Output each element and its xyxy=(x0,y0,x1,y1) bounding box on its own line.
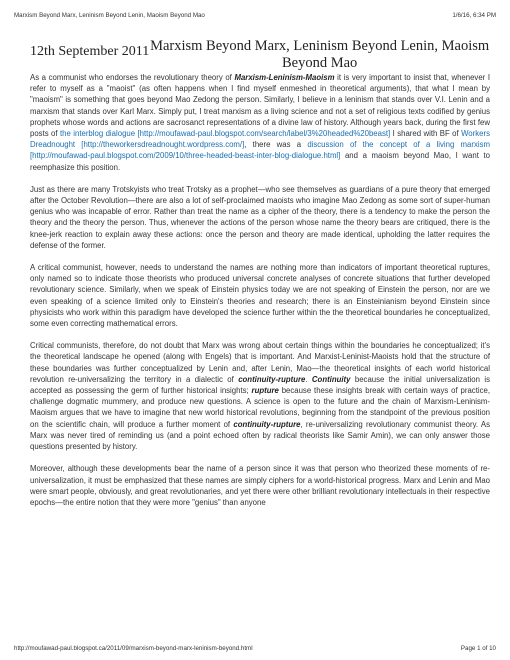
emphasis: continuity-rupture xyxy=(238,374,306,384)
paragraph-4 xyxy=(30,340,490,452)
header-title: Marxism Beyond Marx, Leninism Beyond Lenin, Maoism Beyond Mao xyxy=(14,12,205,19)
footer-url: http://moufawad-paul.blogspot.ca/2011/09/marxism-beyond-marx-leninism-beyond.html xyxy=(14,645,253,652)
paragraph-1 xyxy=(30,72,490,173)
header-timestamp: 1/6/16, 6:34 PM xyxy=(452,12,496,19)
text: , there was a xyxy=(244,140,308,150)
link-living-marxism[interactable]: discussion of the concept of a living marxism [http://moufawad-paul.blogspot.com/2009/10/three-headed-beast-inter-blog-dialogue.html] xyxy=(30,140,490,161)
emphasis: Continuity xyxy=(311,374,351,384)
print-footer xyxy=(14,645,496,652)
post-title: Marxism Beyond Marx, Leninism Beyond Lenin, Maoism Beyond Mao xyxy=(150,38,490,71)
text: , re-universalizing revolutionary communist theory. As Marx was never tired of reminding us (and a point echoed often by radical theorists like Samir Amin), we can only answer those questions presented by history. xyxy=(30,419,490,452)
text: . xyxy=(305,374,312,384)
text: because the initial universalization is accepted as possessing the germ of further historical insights; xyxy=(30,374,490,396)
paragraph-2: Just as there are many Trotskyists who treat Trotsky as a prophet—who see themselves as guardians of a pure theory that emerged after the October Revolution—there are also a lot of self-proclaimed maoists who imagine Mao Zedong as some sort of super-human genius who was incapable of error. Rather than treat the name as a cipher of the theory, there is a tendency to make the person the theory and the theory the person. Thus, whenever the actions of the person whose name the theory bears are critiqued, there is the knee-jerk reaction to explain away these actions: once the person and theory are made identical, upholding the latter requires the defense of the former. xyxy=(30,184,490,250)
text: As a communist who endorses the revolutionary theory of xyxy=(30,73,235,82)
text: it is very important to insist that, whenever I refer to myself as a "maoist" (as often happens when I find myself enmeshed in theoretical arguments), that what I mean by "maoism" is something that goes beyond Mao Zedong the person. Similarly, I believe in a leninism that stands over V.I. Lenin and a marxism that stands over Karl Marx. Simply put, I treat marxism as a living science and not a set of religious texts codified by genius prophets whose words and actions are sacrosanct representations of a divine law of history. Although years back, during the first few posts of xyxy=(30,73,491,139)
emphasis-mlm: Marxism-Leninism-Maoism xyxy=(234,73,335,82)
paragraph-5: Moreover, although these developments bear the name of a person since it was that person who theorized these moments of re-universalization, it must be emphasized that these names are simply ciphers for a world-historical progress. Marx and Lenin and Mao were smart people, obviously, and great revolutionaries, and yet there were other brilliant revolutionary intellectuals in their respective epochs—the entire notion that they were more "genius" than anyone xyxy=(30,464,490,507)
text: Critical communists, therefore, do not doubt that Marx was wrong about certain things within the boundaries he conceptualized; it's the theoretical landscape he opened (along with Engels) that is important. And Marxist-Leninist-Maoists hold that the structure of these boundaries was further conceptualized by Lenin and, after Lenin, Mao—the theoretical insights of each world historical revolution re-universalizing the territory in a dialectic of xyxy=(30,341,490,384)
link-interblog-dialogue[interactable]: the interblog dialogue [http://moufawad-paul.blogspot.com/search/label/3%20headed%20beast] xyxy=(60,129,391,139)
post-date: 12th September 2011 xyxy=(30,44,150,59)
emphasis: continuity-rupture xyxy=(233,419,301,429)
emphasis: rupture xyxy=(251,386,279,396)
print-header xyxy=(14,12,496,19)
text: and a maoism beyond Mao, I want to reemphasize this position. xyxy=(30,151,490,172)
post-title-bar xyxy=(30,38,490,72)
post-body xyxy=(30,72,490,519)
text: because these insights break with certain ways of practice, challenge dogmatic mummery, and produce new questions. A science is open to the future and the chain of Marxism-Leninism-Maoism argues that we have to imagine that new world historical revolutions, beginning from the standpoint of the previous position on the scientific chain, will produce a further moment of xyxy=(30,386,490,429)
text: I shared with BF of xyxy=(390,129,462,139)
page-number: Page 1 of 10 xyxy=(460,645,496,652)
paragraph-3: A critical communist, however, needs to understand the names are nothing more than indicators of important theoretical ruptures, only named so to indicate those theorists who produced universal concrete analyses of concrete situations that further developed revolutionary science. Similarly, when we speak of Einstein physics today we are not speaking of Einstein the person, nor are we even speaking of a science limited only to Einstein's theories and research; there is an Einsteinianism beyond Einstein since physicists who work within this paradigm have developed the science further within the the theoretical boundaries he conceptualized, some even correcting mathematical errors. xyxy=(30,263,490,329)
link-workers-dreadnought[interactable]: Workers Dreadnought [http://theworkersdreadnought.wordpress.com/] xyxy=(30,129,490,150)
